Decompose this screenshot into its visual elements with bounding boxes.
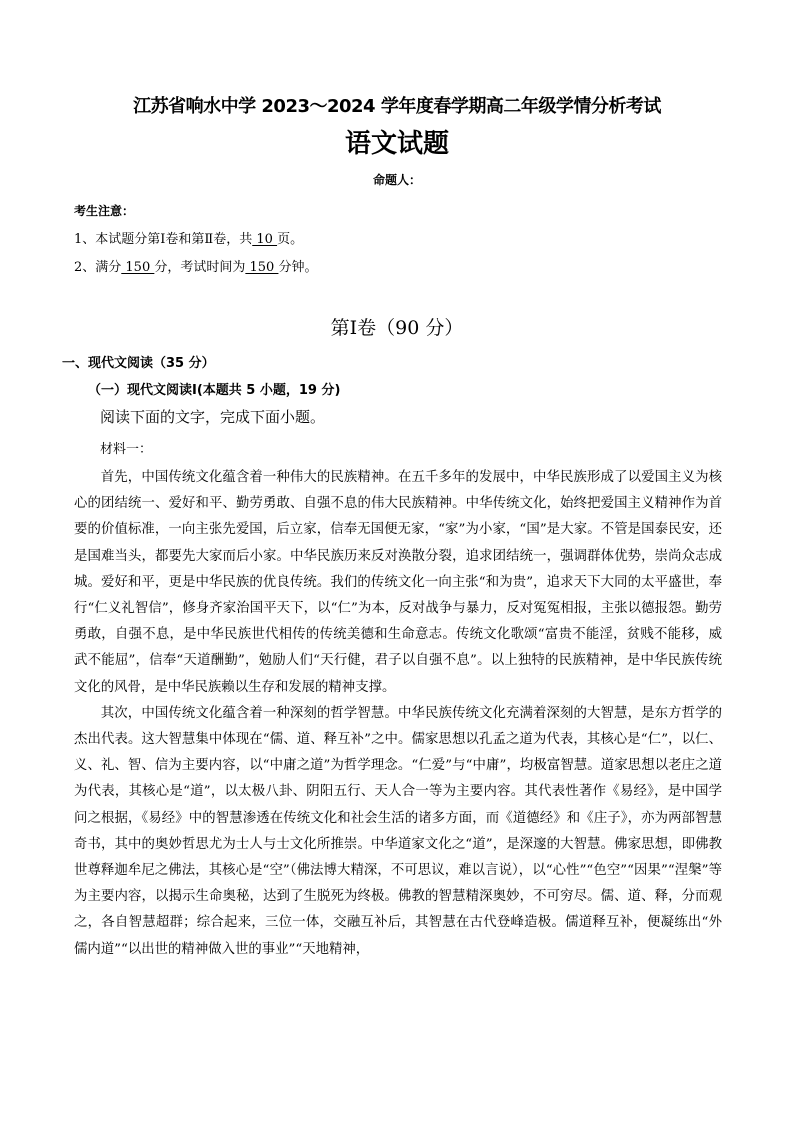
volume-title: 第Ⅰ卷（90 分）: [330, 317, 464, 339]
reading-instruction: 阅读下面的文字，完成下面小题。: [100, 408, 326, 426]
section-title: 一、现代文阅读（35 分）: [62, 356, 215, 371]
author-label: 命题人：: [372, 173, 421, 187]
notice-item-score-prefix: 2、满分: [74, 260, 122, 275]
notice-heading: 考生注意：: [74, 204, 135, 218]
notice-item-score-mid: 分，考试时间为: [154, 260, 246, 275]
notice-item-time-suffix: 分钟。: [278, 260, 318, 275]
notice-item-pages-suffix: 页。: [277, 232, 304, 247]
material-paragraph: 首先，中国传统文化蕴含着一种伟大的民族精神。在五千多年的发展中，中华民族形成了以爱国主义为核心的团结统一、爱好和平、勤劳勇敢、自强不息的伟大民族精神。中华传统文化，始终把爱国主义精神作为首要的价值标准，一向主张先爱国，后立家，信奉无国便无家，“家”为小家，“国”是大家。不管是国泰民安，还是国难当头，都要先大家而后小家。中华民族历来反对涣散分裂，追求团结统一，强调群体优势，崇尚众志成城。爱好和平，更是中华民族的优良传统。我们的传统文化一向主张“和为贵”，追求天下大同的太平盛世，奉行“仁义礼智信”，修身齐家治国平天下，以“仁”为本，反对战争与暴力，反对冤冤相报，主张以德报怨。勤劳勇敢，自强不息，是中华民族世代相传的传统美德和生命意志。传统文化歌颂“富贵不能淫，贫贱不能移，威武不能屈”，信奉“天道酬勤”，勉励人们“天行健，君子以自强不息”。以上独特的民族精神，是中华民族传统文化的风骨，是中华民族赖以生存和发展的精神支撑。: [74, 470, 722, 695]
subsection-title: （一）现代文阅读Ⅰ(本题共 5 小题，19 分): [88, 383, 341, 398]
notice-item-score-time: [74, 258, 317, 278]
notice-item-pages-prefix: 1、本试题分第Ⅰ卷和第Ⅱ卷，共: [74, 232, 253, 247]
subject-title: 语文试题: [344, 129, 449, 159]
exam-duration: 150: [245, 260, 279, 275]
exam-title: 江苏省响水中学 2023～2024 学年度春学期高二年级学情分析考试: [133, 96, 661, 117]
material-body: [74, 465, 722, 963]
total-score: 150: [121, 260, 155, 275]
material-label: 材料一：: [100, 442, 153, 457]
material-paragraph: 其次，中国传统文化蕴含着一种深刻的哲学智慧。中华民族传统文化充满着深刻的大智慧，是东方哲学的杰出代表。这大智慧集中体现在“儒、道、释互补”之中。儒家思想以孔孟之道为代表，其核心是“仁”，以仁、义、礼、智、信为主要内容，以“中庸之道”为哲学理念。“仁爱”与“中庸”，均极富智慧。道家思想以老庄之道为代表，其核心是“道”，以太极八卦、阴阳五行、天人合一等为主要内容。其代表性著作《易经》，是中国学问之根据，《易经》中的智慧渗透在传统文化和社会生活的诸多方面，而《道德经》和《庄子》，亦为两部智慧奇书，其中的奥妙哲思尤为士人与士文化所推崇。中华道家文化之“道”，是深邃的大智慧。佛家思想，即佛教世尊释迦牟尼之佛法，其核心是“空”（佛法博大精深，不可思议，难以言说），以“心性”“色空”“因果”“涅槃”等为主要内容，以揭示生命奥秘，达到了生脱死为终极。佛教的智慧精深奥妙，不可穷尽。儒、道、释，分而观之，各自智慧超群；综合起来，三位一体，交融互补后，其智慧在古代登峰造极。儒道释互补，便凝练出“外儒内道”“以出世的精神做入世的事业”“天地精神，: [74, 705, 722, 957]
page-count: 10: [252, 232, 278, 247]
notice-item-pages: [74, 230, 303, 250]
